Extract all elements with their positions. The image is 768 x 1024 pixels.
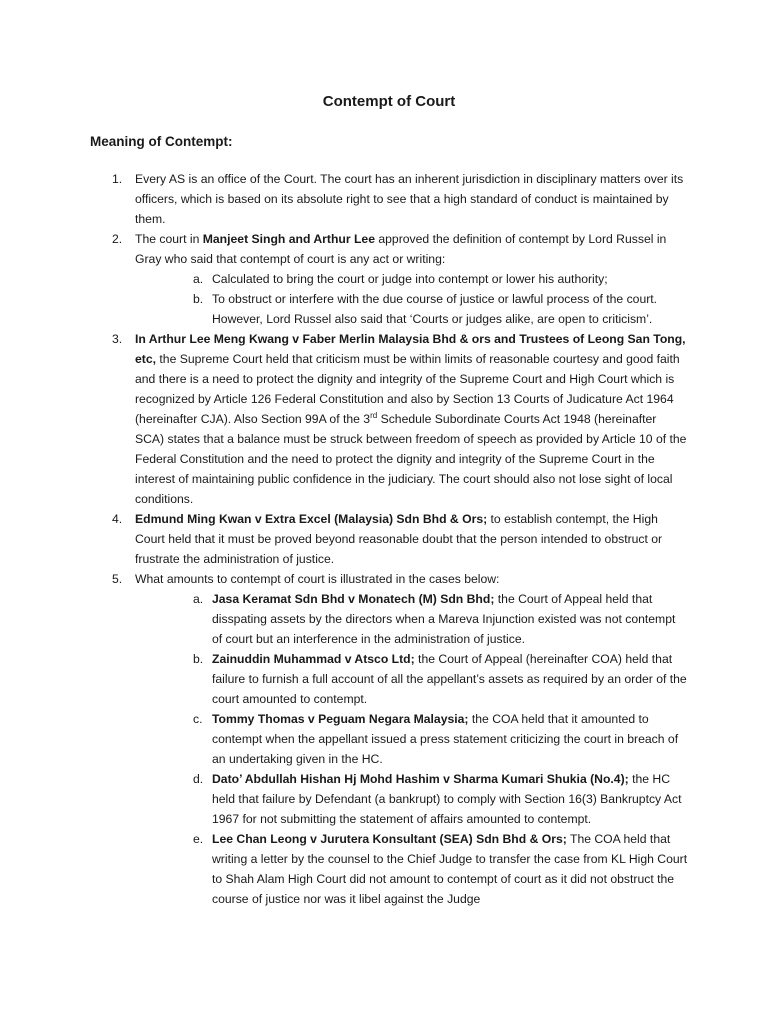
list-number: 5. xyxy=(112,572,123,586)
body-text: the COA held that it amounted to contempt when the appellant issued a press statement criticizing the court in breach of an undertaking given in the HC. xyxy=(212,712,679,766)
body-text: Schedule Subordinate Courts Act 1948 (hereinafter SCA) states that a balance must be struck between freedom of speech as provided by Article 10 of the Federal Constitution and the need to protect the dignity and integrity of the Supreme Court in the interest of maintaining public confidence in the judiciary. The court should also not lose sight of local conditions. xyxy=(135,412,687,506)
body-text: Every AS is an office of the Court. The court has an inherent jurisdiction in disciplinary matters over its officers, which is based on its absolute right to see that a high standard of conduct is maintained by them. xyxy=(135,172,684,226)
list-item-text xyxy=(135,232,666,266)
list-item xyxy=(90,229,688,329)
sublist-item-text xyxy=(212,592,675,646)
case-name-text: Jasa Keramat Sdn Bhd v Monatech (M) Sdn Bhd; xyxy=(212,592,495,606)
list-item-text xyxy=(135,572,499,586)
case-name-text: Dato’ Abdullah Hishan Hj Mohd Hashim v Sharma Kumari Shukia (No.4); xyxy=(212,772,629,786)
list-item xyxy=(90,329,688,509)
body-text: the Supreme Court held that criticism must be within limits of reasonable courtesy and good faith and there is a need to protect the dignity and integrity of the Supreme Court and High Court which is recognized by Article 126 Federal Constitution and also by Section 13 Courts of Judicature Act 1964 (hereinafter CJA). Also Section 99A of the 3 xyxy=(135,352,680,426)
list-item xyxy=(90,509,688,569)
sublist-letter: b. xyxy=(193,292,204,306)
sublist-item xyxy=(135,829,688,909)
sublist-item-text xyxy=(212,832,687,906)
list-number: 4. xyxy=(112,512,123,526)
numbered-list xyxy=(90,169,688,909)
case-name-text: Lee Chan Leong v Jurutera Konsultant (SEA) Sdn Bhd & Ors; xyxy=(212,832,567,846)
sublist-item-text xyxy=(212,272,608,286)
sublist-item-text xyxy=(212,652,687,706)
sublist-item xyxy=(135,769,688,829)
sublist-letter: a. xyxy=(193,592,204,606)
body-text: What amounts to contempt of court is illustrated in the cases below: xyxy=(135,572,500,586)
sublist-item-text xyxy=(212,772,681,826)
sublist-item xyxy=(135,589,688,649)
list-item-text xyxy=(135,332,686,506)
lettered-sublist xyxy=(135,269,688,329)
list-item xyxy=(90,569,688,909)
case-name-text: Tommy Thomas v Peguam Negara Malaysia; xyxy=(212,712,469,726)
sublist-item-text xyxy=(212,292,657,326)
list-item xyxy=(90,169,688,229)
superscript-text: rd xyxy=(370,410,378,420)
sublist-item xyxy=(135,269,688,289)
sublist-item xyxy=(135,649,688,709)
body-text: the HC held that failure by Defendant (a bankrupt) to comply with Section 16(3) Bankruptcy Act 1967 for not submitting the statement of affairs amounted to contempt. xyxy=(212,772,682,826)
sublist-item xyxy=(135,709,688,769)
case-name-text: In Arthur Lee Meng Kwang v Faber Merlin Malaysia Bhd & ors and Trustees of Leong San Tong, etc, xyxy=(135,332,686,366)
sublist-letter: e. xyxy=(193,832,204,846)
case-name-text: Zainuddin Muhammad v Atsco Ltd; xyxy=(212,652,415,666)
sublist-letter: c. xyxy=(193,712,203,726)
list-number: 3. xyxy=(112,332,123,346)
case-name-text: Edmund Ming Kwan v Extra Excel (Malaysia) Sdn Bhd & Ors; xyxy=(135,512,488,526)
sublist-item xyxy=(135,289,688,329)
body-text: The court in xyxy=(135,232,203,246)
body-text: approved the definition of contempt by Lord Russel in Gray who said that contempt of court is any act or writing: xyxy=(135,232,667,266)
lettered-sublist xyxy=(135,589,688,909)
list-item-text xyxy=(135,172,683,226)
case-name-text: Manjeet Singh and Arthur Lee xyxy=(202,232,375,246)
body-text: The COA held that writing a letter by the counsel to the Chief Judge to transfer the case from KL High Court to Shah Alam High Court did not amount to contempt of court as it did not obstruct the course of justice nor was it libel against the Judge xyxy=(212,832,688,906)
body-text: to establish contempt, the High Court held that it must be proved beyond reasonable doubt that the person intended to obstruct or frustrate the administration of justice. xyxy=(135,512,663,566)
sublist-item-text xyxy=(212,712,678,766)
sublist-letter: d. xyxy=(193,772,204,786)
list-number: 1. xyxy=(112,172,123,186)
sublist-letter: a. xyxy=(193,272,204,286)
section-heading: Meaning of Contempt: xyxy=(90,134,233,149)
sublist-letter: b. xyxy=(193,652,204,666)
list-number: 2. xyxy=(112,232,123,246)
body-text: Calculated to bring the court or judge into contempt or lower his authority; xyxy=(212,272,608,286)
document-body xyxy=(90,169,688,909)
body-text: the Court of Appeal (hereinafter COA) held that failure to furnish a full account of all the appellant’s assets as required by an order of the court amounted to contempt. xyxy=(212,652,687,706)
list-item-text xyxy=(135,512,662,566)
body-text: the Court of Appeal held that disspating assets by the directors when a Mareva Injunction existed was not contempt of court but an interference in the administration of justice. xyxy=(212,592,676,646)
body-text: To obstruct or interfere with the due course of justice or lawful process of the court. However, Lord Russel also said that ‘Courts or judges alike, are open to criticism’. xyxy=(212,292,658,326)
page-title: Contempt of Court xyxy=(322,93,456,110)
